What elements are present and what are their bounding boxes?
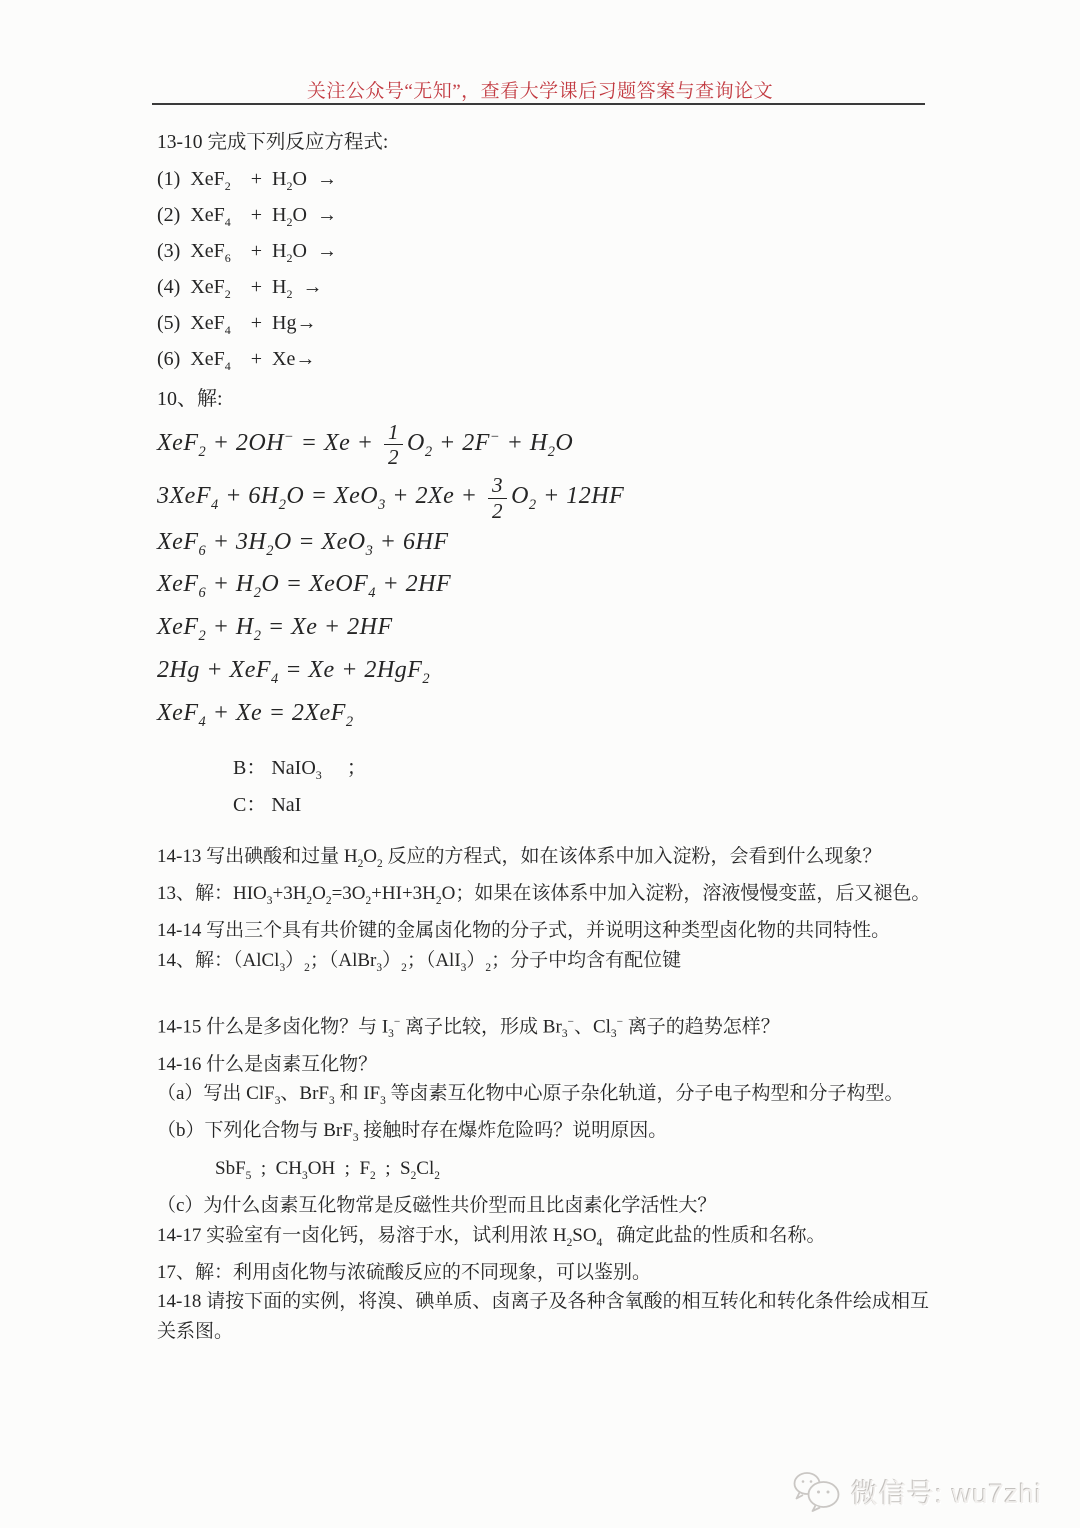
answer-options <box>157 753 935 820</box>
problem-14-17: 14-17 实验室有一卤化钙，易溶于水，试利用浓 $H_2SO_4$ 确定此盐的性质和名称。 <box>157 1224 826 1249</box>
option-c-line: C： NaI <box>233 793 302 816</box>
chemical-equation-3: $XeF_6 + 3H_2O = XeO_3 + 6HF$ <box>157 528 449 559</box>
solution-14: 14、解：$(AlCl_3)_2$；$(AlBr_3)_2$；$(AlI_3)_2$；分子中均含有配位键 <box>157 949 682 974</box>
wechat-icon <box>792 1470 842 1512</box>
subquestion-c: （c）为什么卤素互化物常是反磁性共价型而且比卤素化学活性大？ <box>157 1195 717 1217</box>
problem-14-15: 14-15 什么是多卤化物？与 $I_3^-$ 离子比较，形成 $Br_3^-$、$Cl_3^-$ 离子的趋势怎样？ <box>157 1016 780 1041</box>
document-body <box>157 128 935 1346</box>
problems-section <box>157 842 935 1347</box>
problem-14-14: 14-14 写出三个具有共价键的金属卤化物的分子式，并说明这种类型卤化物的共同特性。 <box>157 920 891 942</box>
solution-10-equations <box>157 418 935 739</box>
chemical-equation-2: $3XeF_4 + 6H_2O = XeO_3 + 2Xe$ + $\frac{3}{2}$ $O_2 + 12HF$ <box>157 473 625 523</box>
chemical-equation-4: $XeF_6 + H_2O$ = XeOF$_4$ + 2HF <box>157 571 452 602</box>
reaction-line-1: (1) XeF$_2$ + $H_2O$ → <box>157 168 337 193</box>
problem-14-16: 14-16 什么是卤素互化物？ <box>157 1053 378 1075</box>
solution-13: 13、解：$HIO_3+3H_2O_2=3O_2+HI+3H_2O$；如果在该体系中加入淀粉，溶液慢慢变蓝，后又褪色。 <box>157 882 931 907</box>
reaction-line-4: (4) XeF$_2$ + $H_2$ → <box>157 276 323 301</box>
option-b-line: B： NaIO$_3$ ； <box>233 756 367 782</box>
chemical-equation-6: 2Hg + XeF$_4$ = Xe + 2HgF$_2$ <box>157 657 431 687</box>
wechat-id-label: 微信号: wu7zhi <box>850 1478 1042 1509</box>
chemical-equation-7: XeF$_4$ + Xe = 2XeF$_2$ <box>157 699 354 730</box>
problem-14-13: 14-13 写出碘酸和过量 $H_2O_2$ 反应的方程式，如在该体系中加入淀粉，会看到什么现象？ <box>157 845 882 870</box>
wechat-watermark <box>792 1470 1042 1512</box>
reaction-line-6: (6) XeF$_4$ + Xe→ <box>157 348 316 373</box>
solution-17: 17、解：利用卤化物与浓硫酸反应的不同现象，可以鉴别。 <box>157 1261 652 1283</box>
subquestion-a: （a）写出 ClF$_3$、BrF$_3$ 和 $IF_3$ 等卤素互化物中心原子杂化轨道，分子电子构型和分子构型。 <box>157 1083 904 1107</box>
public-account-notice: 关注公众号“无知”，查看大学课后习题答案与查询论文 <box>306 81 774 102</box>
chemical-equation-5: $XeF_2 + H_2 = Xe + 2HF$ <box>157 614 393 645</box>
reaction-line-3: (3) XeF$_6$ + $H_2O$ → <box>157 240 337 265</box>
header-divider <box>152 103 925 105</box>
subquestion-b: （b）下列化合物与 BrF$_3$ 接触时存在爆炸危险吗？说明原因。 <box>157 1120 668 1145</box>
chemical-equation-1: XeF$_2$ + 2OH− = Xe + $\frac{1}{2}$ $O_2 + 2F^- + H_2O$ <box>157 420 574 470</box>
solution-10-label: 10、解: <box>157 388 223 410</box>
problem-14-18: 14-18 请按下面的实例，将溴、碘单质、卤离子及各种含氧酸的相互转化和转化条件绘成相互关系图。 <box>157 1291 929 1342</box>
reaction-line-2: (2) XeF$_4$ + $H_2O$ → <box>157 204 337 229</box>
reaction-line-5: (5) XeF$_4$ + Hg→ <box>157 312 317 337</box>
reaction-list <box>157 165 935 381</box>
compound-list: SbF$_5$ ; $CH_3OH$ ; $F_2$ ; $S_2Cl_2$ <box>215 1157 440 1182</box>
problem-13-10-title: 13-10 完成下列反应方程式: <box>157 132 389 153</box>
